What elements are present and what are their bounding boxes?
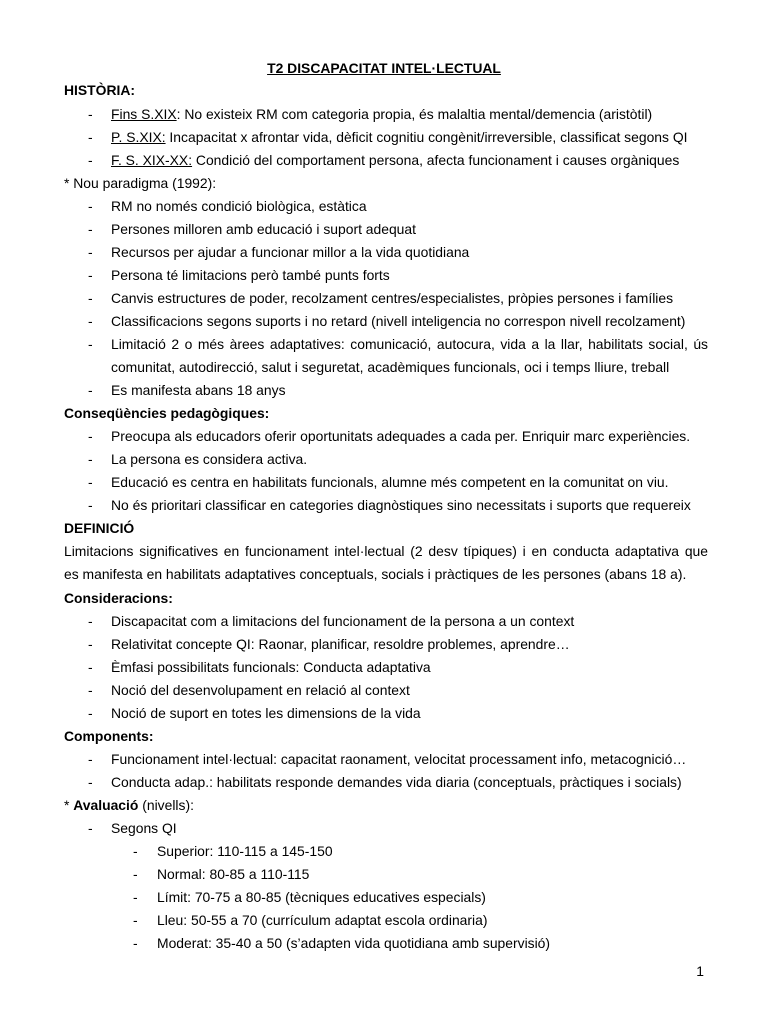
- bullet-dash: -: [88, 244, 93, 260]
- bullet-dash: -: [133, 889, 138, 905]
- consequencies-item: Educació es centra en habilitats funcionals, alumne més competent en la comunitat on viu.: [111, 474, 669, 490]
- bullet-dash: -: [88, 198, 93, 214]
- historia-item-label: P. S.XIX:: [111, 129, 166, 145]
- avaluacio-subheading: Segons QI: [111, 820, 177, 836]
- paradigma-item: Classificacions segons suports i no retard (nivell inteligencia no correspon nivell recolzament): [111, 313, 686, 329]
- bullet-dash: -: [88, 129, 93, 145]
- consequencies-item: La persona es considera activa.: [111, 451, 308, 467]
- section-heading-avaluacio: [64, 795, 708, 815]
- bullet-dash: -: [133, 935, 138, 951]
- paradigma-item: Canvis estructures de poder, recolzament centres/especialistes, pròpies persones i famílies: [111, 290, 674, 306]
- historia-item: [111, 104, 708, 124]
- avaluacio-level: Límit: 70-75 a 80-85 (tècniques educatives especials): [157, 889, 486, 905]
- avaluacio-level: Normal: 80-85 a 110-115: [157, 866, 310, 882]
- consequencies-item: No és prioritari classificar en categories diagnòstiques sino necessitats i suports que requereix: [111, 497, 691, 513]
- bullet-dash: -: [88, 659, 93, 675]
- paradigma-item: Persones milloren amb educació i suport adequat: [111, 221, 416, 237]
- document-title: T2 DISCAPACITAT INTEL·LECTUAL: [267, 60, 501, 76]
- historia-item-text: Condició del comportament persona, afecta funcionament i causes orgàniques: [192, 152, 680, 168]
- historia-item-text: : No existeix RM com categoria propia, és malaltia mental/demencia (aristòtil): [176, 106, 653, 122]
- consequencies-item: Preocupa als educadors oferir oportunitats adequades a cada per. Enriquir marc experiències.: [111, 428, 691, 444]
- consideracions-item: Noció del desenvolupament en relació al context: [111, 682, 410, 698]
- bullet-dash: -: [88, 451, 93, 467]
- bullet-dash: -: [133, 866, 138, 882]
- consideracions-item: Èmfasi possibilitats funcionals: Conducta adaptativa: [111, 659, 431, 675]
- paradigma-item: Limitació 2 o més àrees adaptatives: comunicació, autocura, vida a la llar, habilitats social, ús: [111, 336, 708, 352]
- bullet-dash: -: [88, 267, 93, 283]
- bullet-dash: -: [88, 636, 93, 652]
- bullet-dash: -: [88, 751, 93, 767]
- consideracions-item: Discapacitat com a limitacions del funcionament de la persona a un context: [111, 613, 575, 629]
- bullet-dash: -: [133, 843, 138, 859]
- components-item: Funcionament intel·lectual: capacitat raonament, velocitat processament info, metacognició…: [111, 751, 687, 767]
- avaluacio-level: Moderat: 35-40 a 50 (s’adapten vida quotidiana amb supervisió): [157, 935, 551, 951]
- avaluacio-suffix: (nivells):: [138, 797, 194, 813]
- avaluacio-level: Superior: 110-115 a 145-150: [157, 843, 333, 859]
- bullet-dash: -: [88, 820, 93, 836]
- avaluacio-prefix: *: [64, 797, 74, 813]
- section-heading-definicio: DEFINICIÓ: [64, 520, 135, 536]
- bullet-dash: -: [88, 705, 93, 721]
- bullet-dash: -: [88, 428, 93, 444]
- bullet-dash: -: [88, 336, 93, 352]
- components-item: Conducta adap.: habilitats responde demandes vida diaria (conceptuals, pràctiques i socials): [111, 774, 682, 790]
- paradigma-item: Es manifesta abans 18 anys: [111, 382, 286, 398]
- historia-item: [111, 150, 708, 170]
- bullet-dash: -: [88, 497, 93, 513]
- historia-item-text: Incapacitat x afrontar vida, dèficit cognitiu congènit/irreversible, classificat segons QI: [165, 129, 688, 145]
- definicio-text-line: es manifesta en habilitats adaptatives conceptuals, socials i pràctiques de les persones (abans 18 a).: [64, 566, 687, 582]
- page-number: 1: [696, 963, 704, 979]
- historia-item-label: Fins S.XIX: [111, 106, 177, 122]
- bullet-dash: -: [88, 152, 93, 168]
- paradigma-item-continuation: comunitat, autodirecció, salut i seguretat, acadèmiques funcionals, oci i temps lliure, treball: [111, 359, 670, 375]
- bullet-dash: -: [88, 613, 93, 629]
- consideracions-item: Relativitat concepte QI: Raonar, planificar, resoldre problemes, aprendre…: [111, 636, 570, 652]
- section-heading-components: Components:: [64, 728, 154, 744]
- bullet-dash: -: [88, 313, 93, 329]
- bullet-dash: -: [88, 682, 93, 698]
- definicio-text-line: Limitacions significatives en funcionament intel·lectual (2 desv típiques) i en conducta adaptativa que: [64, 543, 708, 559]
- bullet-dash: -: [88, 290, 93, 306]
- paradigma-item: Persona té limitacions però també punts forts: [111, 267, 390, 283]
- consideracions-item: Noció de suport en totes les dimensions de la vida: [111, 705, 421, 721]
- historia-item-label: F. S. XIX-XX:: [111, 152, 193, 168]
- bullet-dash: -: [88, 774, 93, 790]
- section-heading-historia: HISTÒRIA:: [64, 82, 135, 98]
- bullet-dash: -: [88, 106, 93, 122]
- paradigma-item: Recursos per ajudar a funcionar millor a la vida quotidiana: [111, 244, 470, 260]
- bullet-dash: -: [88, 382, 93, 398]
- paradigma-item: RM no només condició biològica, estàtica: [111, 198, 367, 214]
- section-heading-consequencies: Conseqüències pedagògiques:: [64, 405, 270, 421]
- section-heading-paradigma: * Nou paradigma (1992):: [64, 175, 217, 191]
- bullet-dash: -: [88, 221, 93, 237]
- section-heading-consideracions: Consideracions:: [64, 590, 173, 606]
- avaluacio-level: Lleu: 50-55 a 70 (currículum adaptat escola ordinaria): [157, 912, 488, 928]
- bullet-dash: -: [133, 912, 138, 928]
- avaluacio-bold-label: Avaluació: [73, 797, 139, 813]
- bullet-dash: -: [88, 474, 93, 490]
- historia-item: [111, 127, 708, 147]
